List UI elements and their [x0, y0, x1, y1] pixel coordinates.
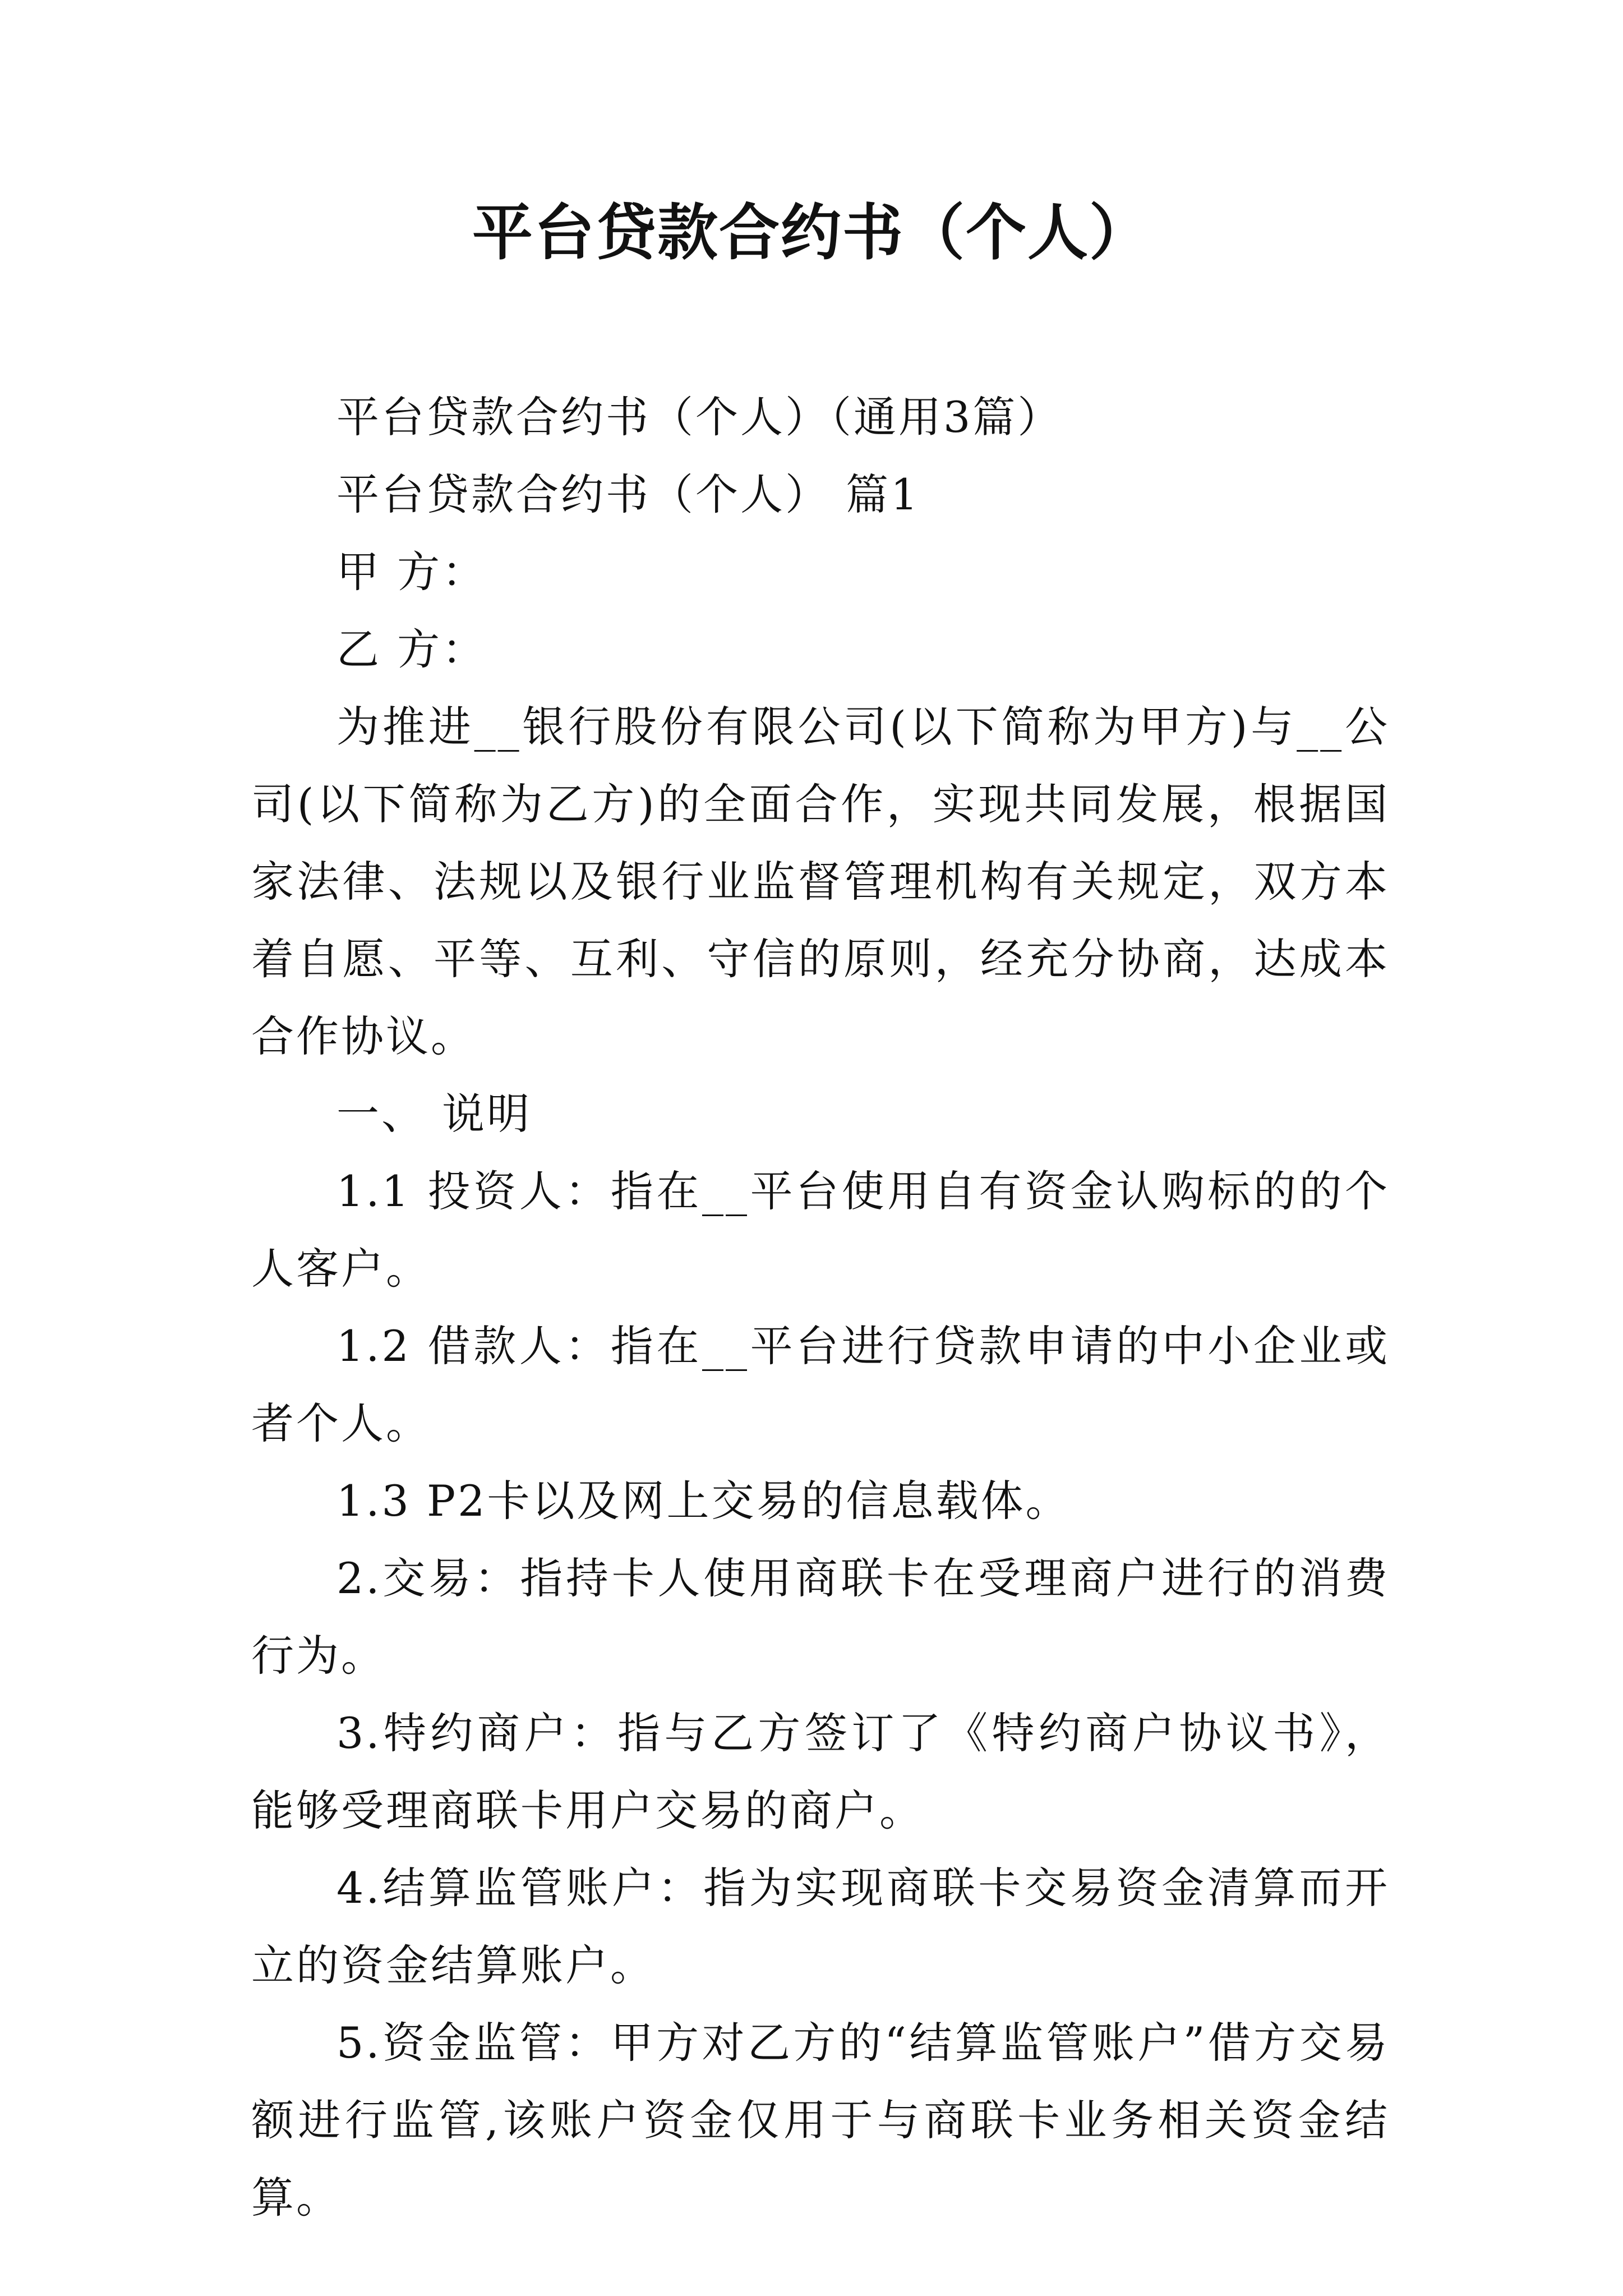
paragraph-party-a: 甲 方： [336, 547, 487, 597]
paragraph-investor: 1.1 投资人：指在__平台使用自有资金认购标的的个人客户。 [251, 1166, 1390, 1294]
paragraph-borrower: 1.2 借款人：指在__平台进行贷款申请的中小企业或者个人。 [251, 1321, 1390, 1448]
paragraph-p2-card: 1.3 P2卡以及网上交易的信息载体。 [336, 1476, 1071, 1526]
paragraph-settlement-account: 4.结算监管账户：指为实现商联卡交易资金清算而开立的资金结算账户。 [251, 1863, 1390, 1990]
paragraph-section-heading: 一、 说明 [336, 1089, 532, 1139]
document-body [251, 379, 1390, 2237]
paragraph-transaction: 2.交易：指持卡人使用商联卡在受理商户进行的消费行为。 [251, 1553, 1390, 1681]
paragraph-preamble: 为推进__银行股份有限公司(以下简称为甲方)与__公司(以下简称为乙方)的全面合作，实现共同发展，根据国家法律、法规以及银行业监督管理机构有关规定，双方本着自愿、平等、互利、守信的原则，经充分协商，达成本合作协议。 [251, 702, 1390, 1061]
paragraph-merchant: 3.特约商户：指与乙方签订了《特约商户协议书》，能够受理商联卡用户交易的商户。 [251, 1708, 1390, 1835]
paragraph-article-heading: 平台贷款合约书（个人） 篇1 [336, 470, 920, 519]
paragraph-subtitle: 平台贷款合约书（个人）（通用3篇） [336, 392, 1063, 442]
document-title: 平台贷款合约书（个人） [472, 197, 1151, 268]
paragraph-party-b: 乙 方： [336, 624, 487, 674]
paragraph-fund-supervision: 5.资金监管：甲方对乙方的“结算监管账户”借方交易额进行监管,该账户资金仅用于与商联卡业务相关资金结算。 [251, 2018, 1390, 2223]
